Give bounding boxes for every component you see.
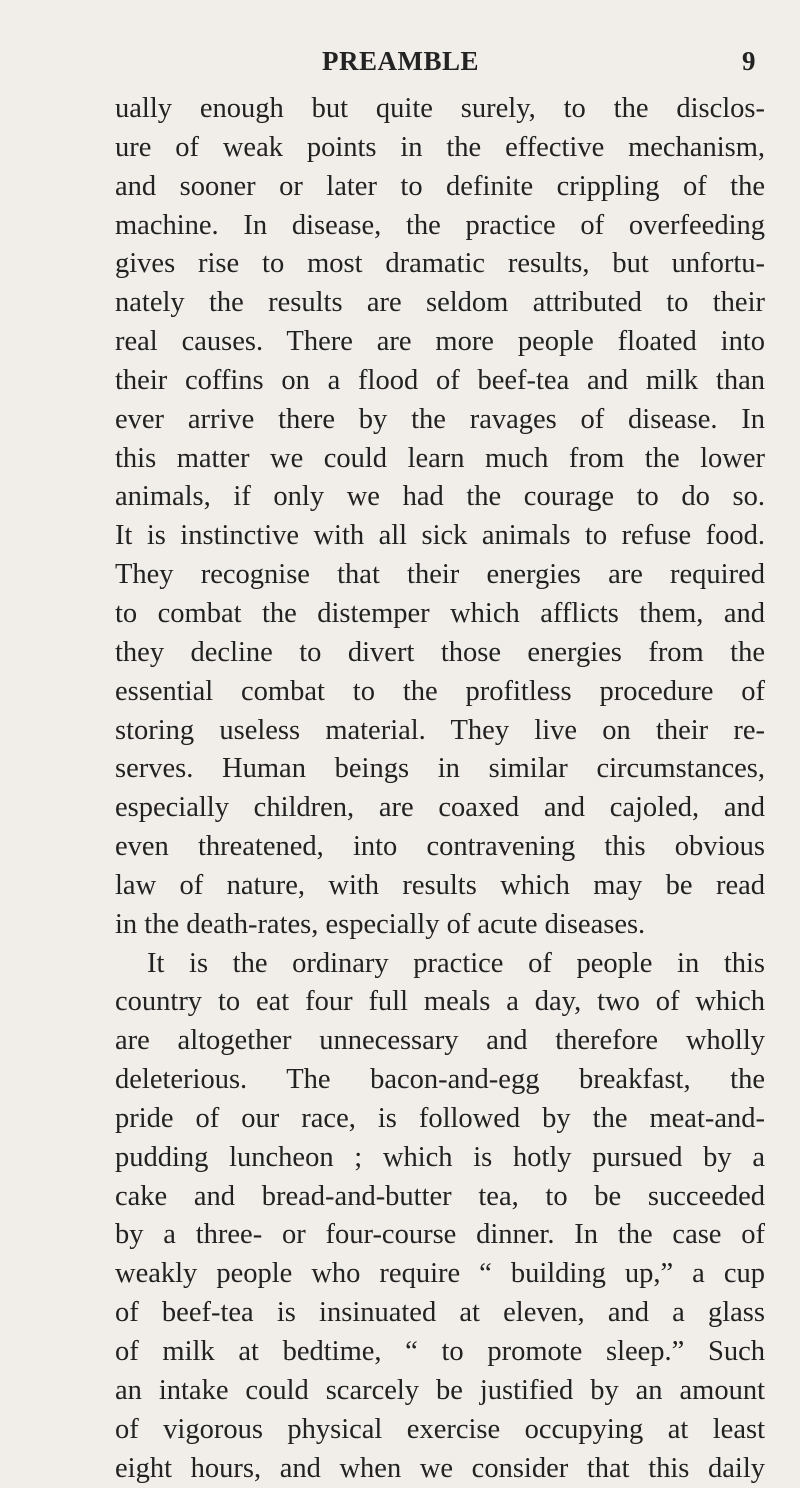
text-line: this matter we could learn much from the lower (115, 442, 765, 474)
text-line: ure of weak points in the effective mechanism, (115, 131, 765, 163)
text-line: law of nature, with results which may be read (115, 869, 765, 901)
text-line: animals, if only we had the courage to do so. (115, 481, 765, 513)
text-line: of beef-tea is insinuated at eleven, and a glass (115, 1297, 765, 1329)
text-line: storing useless material. They live on their re- (115, 714, 765, 746)
text-line: country to eat four full meals a day, two of which (115, 986, 765, 1018)
text-line: real causes. There are more people floated into (115, 326, 765, 358)
text-line: they decline to divert those energies from the (115, 636, 765, 668)
text-line: deleterious. The bacon-and-egg breakfast, the (115, 1064, 765, 1096)
running-title: PREAMBLE (322, 46, 480, 76)
text-line: gives rise to most dramatic results, but unfortu- (115, 248, 765, 280)
text-line: essential combat to the profitless procedure of (115, 675, 765, 707)
text-line: cake and bread-and-butter tea, to be succeeded (115, 1180, 765, 1212)
text-line: even threatened, into contravening this obvious (115, 831, 765, 863)
text-line: They recognise that their energies are required (115, 559, 765, 591)
text-line: to combat the distemper which afflicts them, and (115, 597, 765, 629)
page-number: 9 (742, 46, 756, 76)
text-line: their coffins on a flood of beef-tea and milk than (115, 364, 765, 396)
text-line: and sooner or later to definite crippling of the (115, 170, 765, 202)
text-line: It is instinctive with all sick animals to refuse food. (115, 520, 765, 552)
text-line: are altogether unnecessary and therefore wholly (115, 1025, 765, 1057)
text-line: machine. In disease, the practice of overfeeding (115, 209, 765, 241)
text-line: nately the results are seldom attributed to their (115, 287, 765, 319)
paragraph-first-line: It is the ordinary practice of people in this (147, 947, 765, 979)
text-line: serves. Human beings in similar circumstances, (115, 753, 765, 785)
text-line: especially children, are coaxed and cajoled, and (115, 792, 765, 824)
body-text (115, 90, 765, 1488)
text-line: in the death-rates, especially of acute diseases. (115, 908, 646, 940)
text-line: pride of our race, is followed by the meat-and- (115, 1102, 765, 1134)
text-line: ever arrive there by the ravages of disease. In (115, 403, 765, 435)
text-line: weakly people who require “ building up,” a cup (115, 1258, 765, 1290)
text-line: pudding luncheon ; which is hotly pursued by a (115, 1141, 765, 1173)
text-line: ually enough but quite surely, to the disclos- (115, 93, 765, 124)
text-line: an intake could scarcely be justified by an amount (115, 1374, 765, 1406)
text-line: eight hours, and when we consider that this daily (115, 1452, 765, 1484)
text-line: of milk at bedtime, “ to promote sleep.” Such (115, 1336, 765, 1367)
running-head (0, 46, 800, 82)
text-line: of vigorous physical exercise occupying at least (115, 1413, 765, 1445)
text-line: by a three- or four-course dinner. In the case of (115, 1219, 765, 1251)
